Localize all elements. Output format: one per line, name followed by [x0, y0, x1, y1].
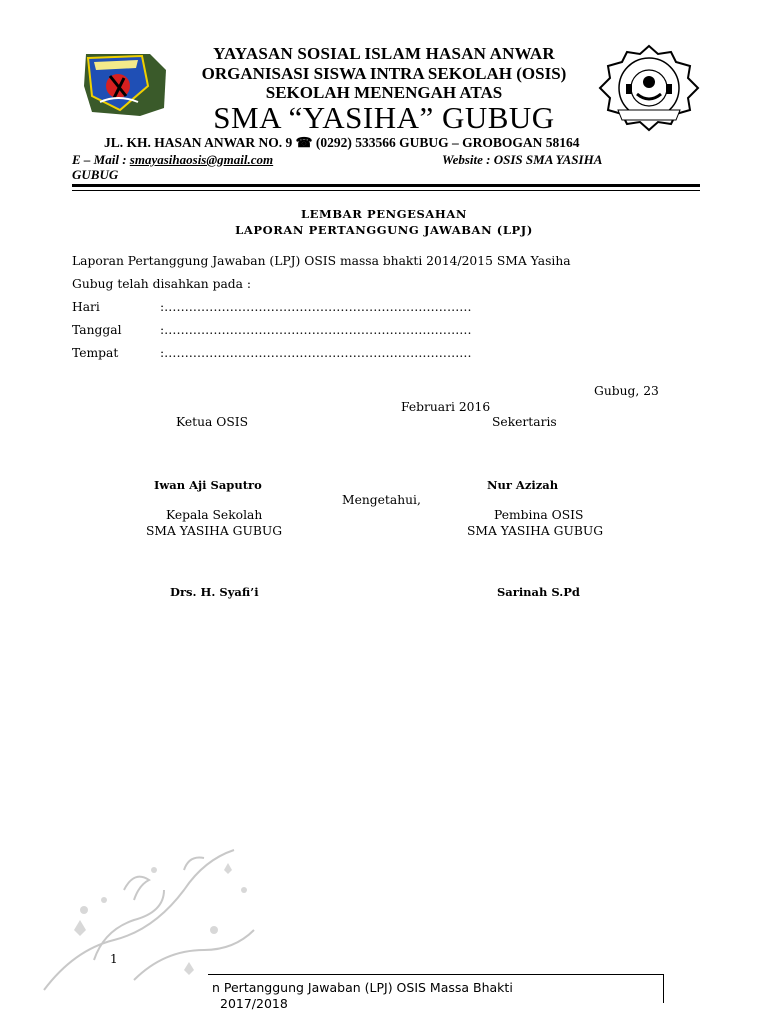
- secretary-title: Sekertaris: [492, 415, 557, 429]
- field-value-tanggal: :…………………………………………………………………: [160, 323, 472, 337]
- advisor-name: Sarinah S.Pd: [497, 585, 580, 599]
- email-link[interactable]: smayasihaosis@gmail.com: [129, 152, 274, 167]
- document-title: LEMBAR PENGESAHAN: [300, 207, 468, 221]
- email-line: [72, 152, 273, 168]
- school-address: JL. KH. HASAN ANWAR NO. 9 ☎ (0292) 533566 GUBUG – GROBOGAN 58164: [104, 135, 580, 150]
- field-label-hari: Hari: [72, 300, 100, 314]
- field-label-tempat: Tempat: [72, 346, 119, 360]
- principal-name: Drs. H. Syafi’i: [170, 585, 259, 599]
- intro-line-1: Laporan Pertanggung Jawaban (LPJ) OSIS massa bhakti 2014/2015 SMA Yasiha: [72, 254, 571, 268]
- header-rule-thick: [72, 184, 700, 187]
- foundation-name: YAYASAN SOSIAL ISLAM HASAN ANWAR: [213, 44, 555, 63]
- field-label-tanggal: Tanggal: [72, 323, 122, 337]
- principal-title: Kepala Sekolah: [166, 508, 263, 522]
- footer-text-line-1: n Pertanggung Jawaban (LPJ) OSIS Massa Bhakti: [212, 980, 513, 995]
- website-line: Website : OSIS SMA YASIHA: [442, 152, 603, 167]
- school-level: SEKOLAH MENENGAH ATAS: [265, 83, 503, 102]
- field-value-hari: :…………………………………………………………………: [160, 300, 472, 314]
- organization-name: ORGANISASI SISWA INTRA SEKOLAH (OSIS): [201, 64, 567, 83]
- advisor-title: Pembina OSIS: [494, 508, 584, 522]
- principal-school: SMA YASIHA GUBUG: [146, 524, 283, 538]
- advisor-school: SMA YASIHA GUBUG: [467, 524, 604, 538]
- document-subtitle: LAPORAN PERTANGGUNG JAWABAN (LPJ): [235, 223, 533, 237]
- footer-text-line-2: 2017/2018: [220, 996, 288, 1011]
- intro-line-2: Gubug telah disahkan pada :: [72, 277, 252, 291]
- place-date-line-1: Gubug, 23: [594, 384, 659, 398]
- header-rule-thin: [72, 190, 700, 191]
- page-number: 1: [110, 952, 118, 966]
- school-name: SMA “YASIHA” GUBUG: [213, 100, 555, 135]
- chair-title: Ketua OSIS: [176, 415, 249, 429]
- field-value-tempat: :…………………………………………………………………: [160, 346, 472, 360]
- chair-name: Iwan Aji Saputro: [154, 478, 262, 492]
- acknowledged-label: Mengetahui,: [342, 493, 421, 507]
- website-line-continued: GUBUG: [72, 167, 119, 182]
- secretary-name: Nur Azizah: [487, 478, 559, 492]
- place-date-line-2: Februari 2016: [401, 400, 491, 414]
- email-label: E – Mail :: [72, 152, 130, 167]
